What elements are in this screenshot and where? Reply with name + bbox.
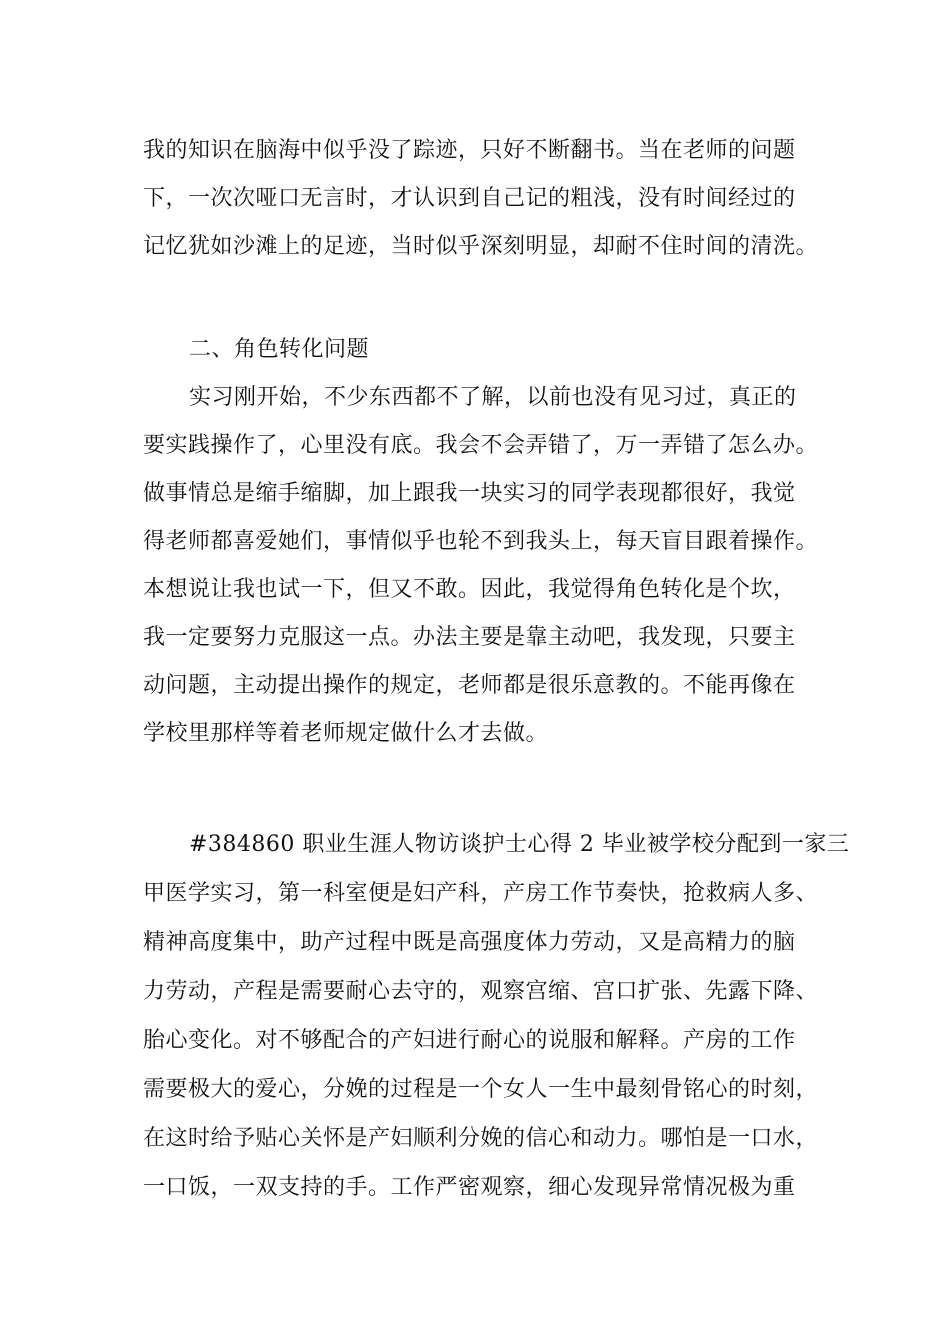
paragraph-3-line-7: 在这时给予贴心关怀是产妇顺利分娩的信心和动力。哪怕是一口水，: [143, 1126, 819, 1151]
paragraph-3-line-3: 精神高度集中，助产过程中既是高强度体力劳动，又是高精力的脑: [143, 930, 796, 955]
paragraph-1-line-2: 下，一次次哑口无言时，才认识到自己记的粗浅，没有时间经过的: [143, 186, 796, 211]
paragraph-3-line-5: 胎心变化。对不够配合的产妇进行耐心的说服和解释。产房的工作: [143, 1028, 796, 1053]
paragraph-2-line-6: 我一定要努力克服这一点。办法主要是靠主动吧，我发现，只要主: [143, 625, 796, 650]
paragraph-2-line-2: 要实践操作了，心里没有底。我会不会弄错了，万一弄错了怎么办。: [143, 433, 819, 458]
section-heading: 二、角色转化问题: [189, 337, 370, 362]
paragraph-2-line-5: 本想说让我也试一下，但又不敢。因此，我觉得角色转化是个坎，: [143, 577, 796, 602]
paragraph-3-line-8: 一口饭，一双支持的手。工作严密观察，细心发现异常情况极为重: [143, 1175, 796, 1200]
paragraph-3-line-6: 需要极大的爱心，分娩的过程是一个女人一生中最刻骨铭心的时刻，: [143, 1077, 819, 1102]
paragraph-3-line-2: 甲医学实习，第一科室便是妇产科，产房工作节奏快，抢救病人多、: [143, 881, 819, 906]
paragraph-2-line-8: 学校里那样等着老师规定做什么才去做。: [143, 721, 549, 746]
paragraph-2-line-7: 动问题，主动提出操作的规定，老师都是很乐意教的。不能再像在: [143, 673, 796, 698]
paragraph-2-line-4: 得老师都喜爱她们，事情似乎也轮不到我头上，每天盲目跟着操作。: [143, 529, 819, 554]
paragraph-1-line-3: 记忆犹如沙滩上的足迹，当时似乎深刻明显，却耐不住时间的清洗。: [143, 234, 819, 259]
paragraph-1-line-1: 我的知识在脑海中似乎没了踪迹，只好不断翻书。当在老师的问题: [143, 138, 796, 163]
paragraph-2-line-3: 做事情总是缩手缩脚，加上跟我一块实习的同学表现都很好，我觉: [143, 481, 796, 506]
paragraph-3-line-1: #384860 职业生涯人物访谈护士心得 2 毕业被学校分配到一家三: [189, 832, 850, 857]
paragraph-2-line-1: 实习刚开始，不少东西都不了解，以前也没有见习过，真正的: [189, 385, 797, 410]
paragraph-3-line-4: 力劳动，产程是需要耐心去守的，观察宫缩、宫口扩张、先露下降、: [143, 979, 819, 1004]
